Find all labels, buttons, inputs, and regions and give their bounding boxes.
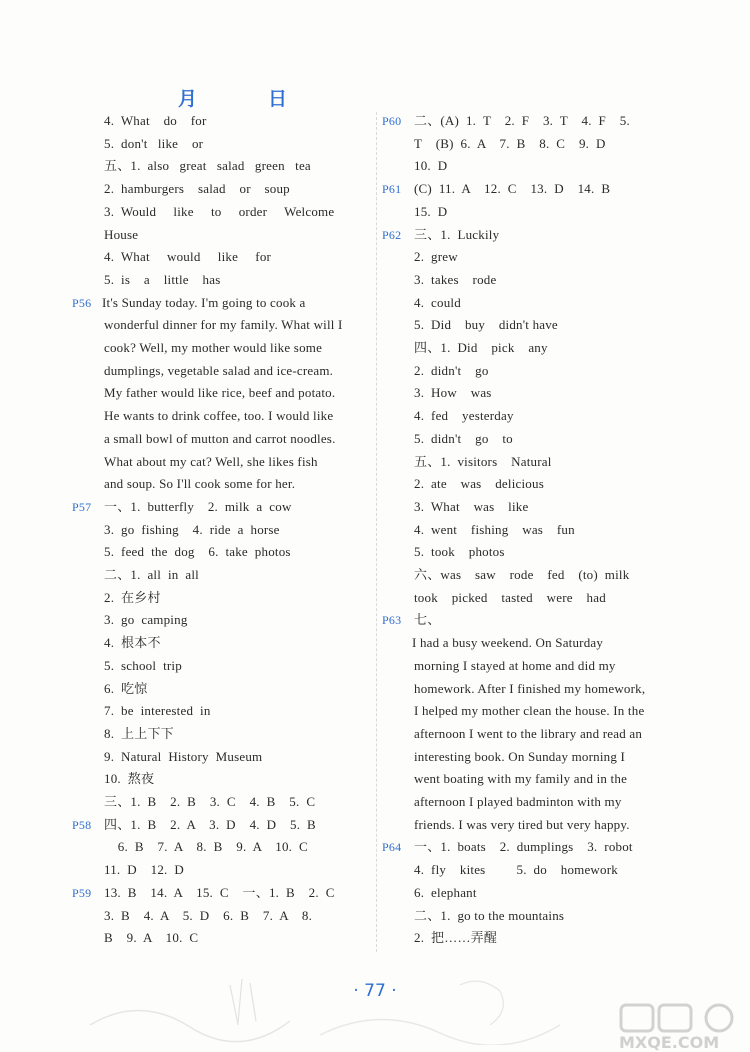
answer-line: afternoon I went to the library and read an (414, 725, 643, 741)
answer-line: 七、 (414, 612, 441, 628)
answer-line: He wants to drink coffee, too. I would like (104, 408, 334, 424)
answer-line: and soup. So I'll cook some for her. (104, 476, 296, 492)
answer-line: 3. Would like to order Welcome (104, 203, 335, 219)
answer-line: 5. Did buy didn't have (414, 317, 558, 333)
answer-line: 3. How was (414, 385, 492, 401)
answer-line: 4. 根本不 (104, 635, 161, 651)
answer-line: 二、1. all in all (104, 567, 199, 582)
page-ref-label: P58 (72, 817, 92, 832)
answer-line: House (104, 226, 139, 242)
answer-line: 2. didn't go (414, 362, 489, 378)
answer-line: 三、1. Luckily (414, 226, 500, 242)
month-label: 月 (178, 88, 198, 110)
page-ref-label: P64 (382, 840, 402, 855)
answer-line: 五、1. visitors Natural (414, 453, 552, 469)
answer-line: 7. be interested in (104, 703, 211, 719)
answer-line: morning I stayed at home and did my (414, 657, 616, 673)
answer-line: 2. ate was delicious (414, 476, 544, 492)
answer-line: homework. After I finished my homework, (414, 680, 646, 696)
answer-line: 4. went fishing was fun (414, 521, 575, 537)
page-ref-label: P59 (72, 885, 92, 900)
answer-line: 4. could (414, 294, 461, 310)
answer-line: 4. What do for (104, 113, 207, 128)
answer-line: 10. 熬夜 (104, 771, 155, 787)
answer-line: 二、1. go to the mountains (414, 907, 565, 923)
answer-line: a small bowl of mutton and carrot noodles. (104, 430, 336, 446)
answer-line: I helped my mother clean the house. In the (414, 703, 645, 719)
answer-line: I had a busy weekend. On Saturday (412, 635, 604, 651)
answer-line: My father would like rice, beef and potato. (104, 385, 336, 401)
answer-line: dumplings, vegetable salad and ice-cream. (104, 362, 334, 378)
answer-line: 6. 吃惊 (104, 680, 148, 696)
answer-line: 2. hamburgers salad or soup (104, 181, 290, 197)
watermark-logo (615, 1003, 750, 1052)
answer-line: 2. 在乡村 (104, 589, 161, 605)
answer-line: 5. is a little has (104, 271, 221, 287)
page-ref-label: P60 (382, 114, 402, 128)
answer-line: 8. 上上下下 (104, 725, 174, 741)
answer-line: 4. What would like for (104, 249, 272, 265)
answer-line: went boating with my family and in the (414, 771, 628, 787)
answer-line: 5. feed the dog 6. take photos (104, 544, 291, 560)
answer-line: 一、1. butterfly 2. milk a cow (104, 498, 292, 514)
answer-line: 六、was saw rode fed (to) milk (414, 567, 630, 582)
answer-line: It's Sunday today. I'm going to cook a (102, 294, 306, 310)
answer-line: 五、1. also great salad green tea (104, 158, 311, 174)
answer-line: 3. takes rode (414, 271, 497, 287)
answer-line: 13. B 14. A 15. C 一、1. B 2. C (104, 884, 335, 900)
answer-line: afternoon I played badminton with my (414, 794, 622, 809)
answer-line: 6. elephant (414, 884, 477, 900)
answer-line: cook? Well, my mother would like some (104, 340, 323, 355)
answer-line: took picked tasted were had (414, 589, 606, 605)
answer-line: 四、1. Did pick any (414, 340, 548, 355)
page-ref-label: P61 (382, 182, 402, 197)
answer-line: 15. D (414, 203, 448, 219)
answer-line: interesting book. On Sunday morning I (414, 748, 626, 764)
answer-line: 3. B 4. A 5. D 6. B 7. A 8. (104, 907, 313, 923)
answer-line: friends. I was very tired but very happy. (414, 816, 630, 832)
page-ref-label: P62 (382, 227, 402, 242)
answer-line: 6. B 7. A 8. B 9. A 10. C (104, 839, 308, 855)
answer-line: 3. go camping (104, 612, 188, 628)
answer-line: 2. 把……弄醒 (414, 930, 498, 946)
answer-line: 5. took photos (414, 544, 505, 560)
answer-line: 4. fed yesterday (414, 408, 514, 424)
answer-line: 2. grew (414, 249, 458, 265)
answer-line: 5. don't like or (104, 135, 204, 151)
answer-line: 5. school trip (104, 657, 182, 673)
answer-line: 3. What was like (414, 498, 529, 514)
answer-line: 4. fly kites 5. do homework (414, 862, 618, 878)
page-number: · 77 · (353, 981, 397, 1001)
answer-line: 一、1. boats 2. dumplings 3. robot (414, 839, 633, 855)
answer-line: 三、1. B 2. B 3. C 4. B 5. C (104, 794, 316, 809)
answer-line: (C) 11. A 12. C 13. D 14. B (414, 181, 611, 197)
answer-line: T (B) 6. A 7. B 8. C 9. D (414, 135, 606, 151)
answer-line: 四、1. B 2. A 3. D 4. D 5. B (104, 816, 316, 832)
answer-line: 9. Natural History Museum (104, 748, 263, 764)
decorative-sketch (80, 955, 640, 1045)
column-divider (376, 112, 377, 952)
page-ref-label: P57 (72, 499, 92, 514)
answer-line: 10. D (414, 158, 448, 174)
page-ref-label: P56 (72, 295, 92, 310)
answer-line: What about my cat? Well, she likes fish (104, 453, 318, 469)
answer-line: wonderful dinner for my family. What will I (104, 317, 343, 333)
answer-line: 11. D 12. D (104, 862, 184, 878)
answer-line: B 9. A 10. C (104, 930, 199, 946)
day-label: 日 (268, 88, 288, 110)
answer-line: 3. go fishing 4. ride a horse (104, 521, 280, 537)
answer-line: 二、(A) 1. T 2. F 3. T 4. F 5. (414, 113, 630, 128)
svg-text:MXQE.COM: MXQE.COM (619, 1033, 720, 1052)
page-ref-label: P63 (382, 613, 402, 628)
answer-line: 5. didn't go to (414, 430, 513, 446)
